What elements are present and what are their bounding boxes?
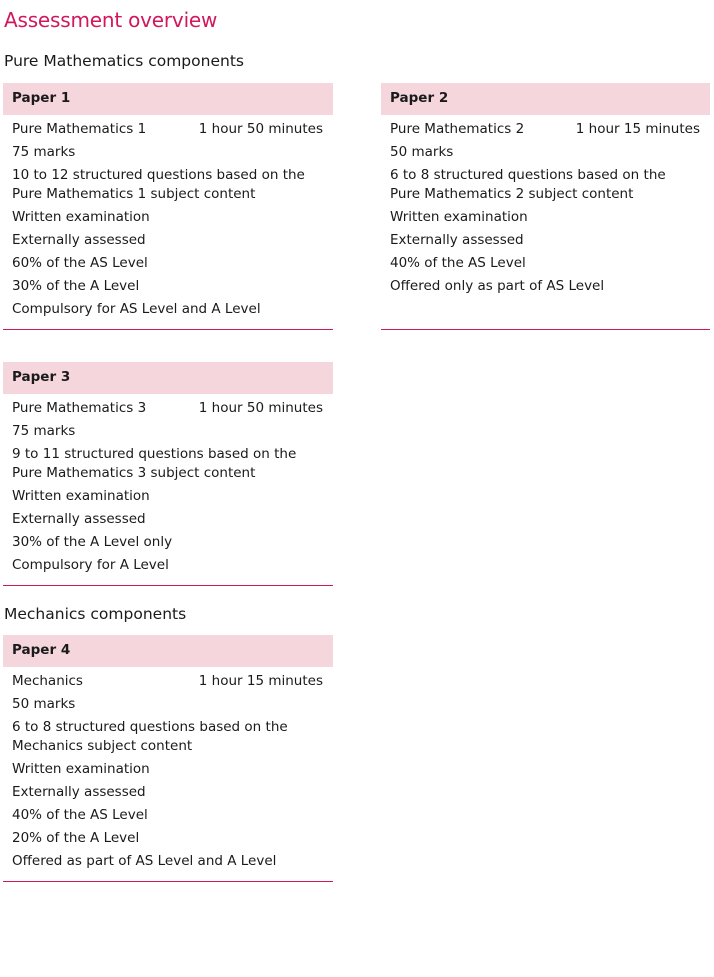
paper-detail-line: Externally assessed [12, 784, 146, 800]
paper-body [3, 115, 333, 319]
paper-duration: 1 hour 15 minutes [575, 121, 700, 137]
paper-detail-line: 20% of the A Level [12, 830, 140, 846]
paper-card-2 [381, 83, 710, 330]
paper-name: Mechanics [12, 673, 83, 689]
paper-detail-line: 40% of the AS Level [12, 807, 148, 823]
paper-detail-line: 30% of the A Level only [12, 534, 173, 550]
paper-title-row [12, 120, 323, 139]
paper-detail-line: Externally assessed [390, 232, 524, 248]
paper-detail-line: Compulsory for A Level [12, 557, 169, 573]
paper-duration: 1 hour 50 minutes [198, 121, 323, 137]
paper-card-1 [3, 83, 333, 330]
paper-header: Paper 4 [3, 635, 333, 667]
section-heading-mechanics: Mechanics components [4, 605, 187, 623]
paper-detail-line: 75 marks [12, 423, 76, 439]
paper-header: Paper 1 [3, 83, 333, 115]
paper-header: Paper 3 [3, 362, 333, 394]
paper-body [3, 394, 333, 575]
paper-detail-line: 50 marks [390, 144, 454, 160]
paper-header: Paper 2 [381, 83, 710, 115]
paper-name: Pure Mathematics 1 [12, 121, 147, 137]
paper-card-3 [3, 362, 333, 586]
paper-detail-line: Written examination [12, 488, 150, 504]
paper-card-4 [3, 635, 333, 882]
paper-title-row [12, 399, 323, 418]
paper-name: Pure Mathematics 3 [12, 400, 147, 416]
paper-detail-line: Compulsory for AS Level and A Level [12, 301, 261, 317]
paper-detail-line: 10 to 12 structured questions based on the Pure Mathematics 1 subject content [12, 167, 305, 202]
paper-detail-line: Written examination [12, 761, 150, 777]
paper-detail-line: 50 marks [12, 696, 76, 712]
paper-detail-line: Written examination [390, 209, 528, 225]
paper-detail-line: 75 marks [12, 144, 76, 160]
paper-detail-line: Offered as part of AS Level and A Level [12, 853, 277, 869]
paper-title-row [390, 120, 700, 139]
paper-detail-line: 30% of the A Level [12, 278, 140, 294]
paper-detail-line: Externally assessed [12, 511, 146, 527]
paper-duration: 1 hour 15 minutes [198, 673, 323, 689]
paper-name: Pure Mathematics 2 [390, 121, 525, 137]
paper-title-row [12, 672, 323, 691]
paper-body [3, 667, 333, 871]
paper-detail-line: 60% of the AS Level [12, 255, 148, 271]
paper-detail-line: Externally assessed [12, 232, 146, 248]
paper-detail-line: Written examination [12, 209, 150, 225]
paper-detail-line: 6 to 8 structured questions based on the Pure Mathematics 2 subject content [390, 167, 666, 202]
paper-detail-line: 40% of the AS Level [390, 255, 526, 271]
paper-body [381, 115, 710, 296]
paper-detail-line: 6 to 8 structured questions based on the Mechanics subject content [12, 719, 288, 754]
section-heading-pure: Pure Mathematics components [4, 52, 244, 70]
paper-duration: 1 hour 50 minutes [198, 400, 323, 416]
paper-detail-line: Offered only as part of AS Level [390, 278, 605, 294]
paper-detail-line: 9 to 11 structured questions based on the Pure Mathematics 3 subject content [12, 446, 297, 481]
page-title: Assessment overview [4, 8, 218, 32]
